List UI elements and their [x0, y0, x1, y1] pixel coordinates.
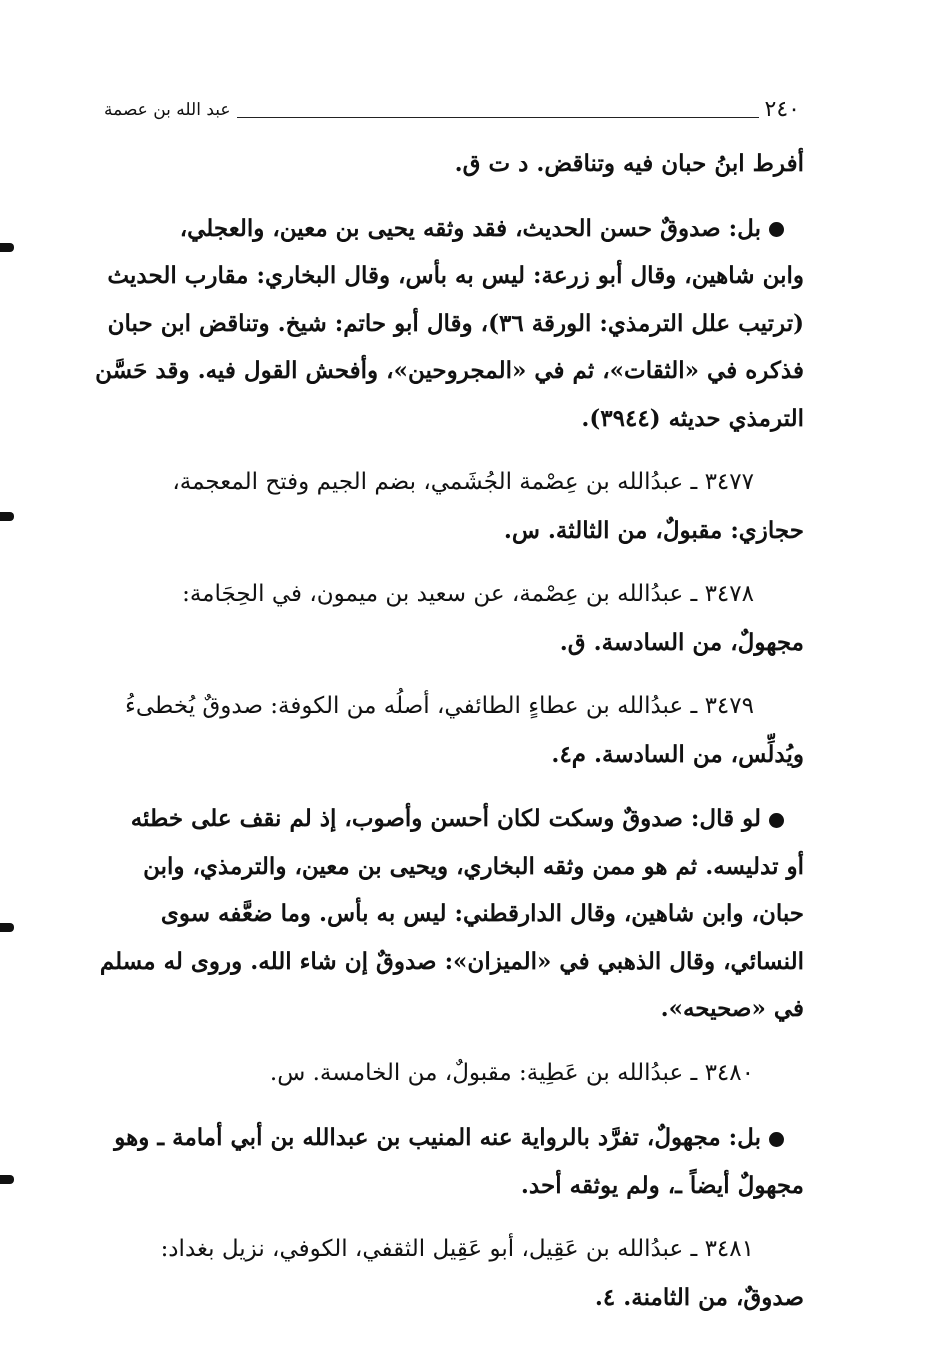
text-line: وابن شاهين، وقال أبو زرعة: ليس به بأس، وقال البخاري: مقارب الحديث [107, 262, 804, 289]
entry-3481 [104, 1226, 804, 1321]
text-line: ويُدلِّس، من السادسة. م٤. [551, 740, 804, 768]
scan-margin-mark [0, 923, 14, 932]
text-line: لو قال: صدوقٌ وسكت لكان أحسن وأصوب، إذ لم نقف على خطئه [104, 795, 804, 843]
text-line: أو تدليسه. ثم هو ممن وثقه البخاري، ويحيى بن معين، والترمذي، وابن [143, 852, 804, 880]
text-line: ٣٤٨٠ ـ عبدُالله بن عَطِية: مقبولٌ، من الخامسة. س. [269, 1059, 754, 1086]
text-line: صدوقٌ، من الثامنة. ٤. [594, 1283, 804, 1311]
text-line: في «صحيحه». [660, 995, 804, 1022]
scan-margin-mark [0, 243, 14, 252]
text-line: الترمذي حديثه (٣٩٤٤). [581, 404, 804, 432]
text-line: حبان، وابن شاهين، وقال الدارقطني: ليس به بأس. وما ضعَّفه سوى [160, 900, 804, 927]
entry-3477 [104, 459, 804, 554]
continuation-paragraph [104, 140, 804, 188]
text-line: أفرط ابنُ حبان فيه وتناقض. د ت ق. [454, 150, 804, 177]
page-body [95, 140, 804, 1338]
header-rule [237, 117, 759, 118]
text-line: ٣٤٧٨ ـ عبدُالله بن عِصْمة، عن سعيد بن ميمون، في الحِجَامة: [182, 581, 754, 607]
scan-margin-mark [0, 512, 14, 521]
text-line: فذكره في «الثقات»، ثم في «المجروحين»، وأفحش القول فيه. وقد حَسَّن [95, 357, 804, 384]
entry-3478 [104, 571, 804, 666]
commentary-paragraph [99, 795, 804, 1033]
text-line: ٣٤٧٩ ـ عبدُالله بن عطاءٍ الطائفي، أصلُه من الكوفة: صدوقٌ يُخطىءُ [125, 693, 754, 719]
text-line: مجهولٌ أيضاً ـ، ولم يوثقه أحد. [520, 1171, 804, 1199]
text-line: ٣٤٧٧ ـ عبدُالله بن عِصْمة الجُشَمي، بضم الجيم وفتح المعجمة، [172, 469, 754, 495]
text-line: مجهولٌ، من السادسة. ق. [559, 628, 804, 656]
entry-3480 [104, 1050, 804, 1098]
text-line: حجازي: مقبولٌ، من الثالثة. س. [503, 516, 804, 544]
page-header [104, 92, 800, 122]
entry-3479 [104, 683, 804, 778]
text-line: ٣٤٨١ ـ عبدُالله بن عَقِيل، أبو عَقِيل الثقفي، الكوفي، نزيل بغداد: [160, 1236, 754, 1262]
scan-margin-mark [0, 1175, 14, 1184]
page-number: ٢٤٠ [764, 97, 800, 122]
text-line: بل: مجهولٌ، تفرَّد بالرواية عنه المنيب بن عبدالله بن أبي أمامة ـ وهو [104, 1114, 804, 1162]
running-head: عبد الله بن عصمة [104, 100, 231, 120]
bullet-icon [769, 813, 784, 828]
text-line: النسائي، وقال الذهبي في «الميزان»: صدوقٌ إن شاء الله. وروى له مسلم [99, 947, 804, 975]
commentary-paragraph [95, 205, 804, 443]
bullet-icon [769, 222, 784, 237]
bullet-icon [769, 1132, 784, 1147]
text-line: بل: صدوقٌ حسن الحديث، فقد وثقه يحيى بن معين، والعجلي، [104, 205, 804, 253]
commentary-paragraph [104, 1114, 804, 1209]
text-line: (ترتيب علل الترمذي: الورقة ٣٦)، وقال أبو حاتم: شيخ. وتناقض ابن حبان [107, 309, 804, 337]
